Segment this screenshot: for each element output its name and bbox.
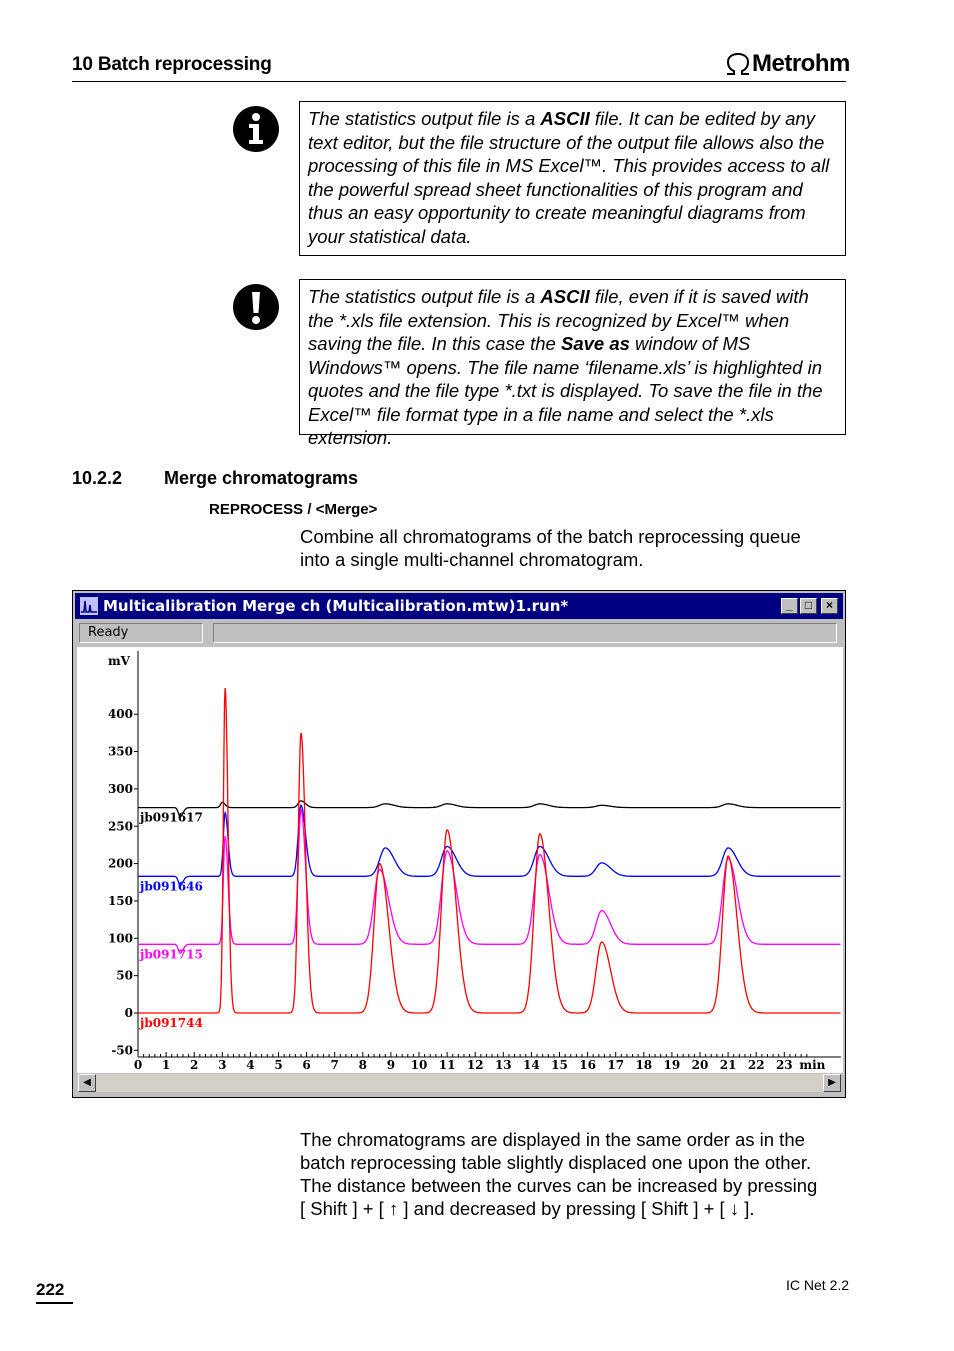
x-tick-label: 22 [747,1058,765,1072]
info-icon [233,106,279,152]
window-titlebar[interactable] [75,593,843,619]
chromatogram-chart [77,647,843,1073]
x-tick-label: 23 [775,1058,793,1072]
y-tick-label: 0 [124,1006,133,1020]
x-tick-label: 17 [607,1058,625,1072]
x-tick-label: 8 [358,1058,367,1072]
x-tick-label: min [799,1058,826,1072]
y-tick-label: 50 [116,968,133,983]
chapter-title: 10 Batch reprocessing [72,54,272,75]
app-icon [80,597,98,615]
y-tick-label: 150 [107,893,133,908]
x-tick-label: 3 [218,1058,227,1072]
note-text: file, even if it is saved with the *.xls file extension. This is recognized by Excel™ when saving the file. In this case the [308,286,809,354]
status-ready: Ready [79,623,203,643]
window-title: Multicalibration Merge ch (Multicalibration.mtw)1.run* [103,597,569,615]
section-title: Merge chromatograms [164,468,359,488]
x-tick-label: 15 [551,1058,568,1072]
section-number: 10.2.2 [72,468,123,488]
metrohm-logo [724,50,850,78]
y-tick-label: 300 [107,781,133,796]
exclamation-icon [233,284,279,330]
y-tick-label: -50 [111,1043,133,1058]
y-tick-label: 350 [107,744,133,759]
info-note [299,101,846,256]
y-tick-label: 400 [107,707,133,722]
y-tick-label: 100 [107,931,133,946]
note-bold: ASCII [540,108,590,129]
note-bold: Save as [560,333,630,354]
x-tick-label: 1 [161,1058,171,1072]
x-tick-label: 11 [438,1058,456,1072]
caption-line: The chromatograms are displayed in the same order as in the [300,1129,805,1150]
horizontal-scrollbar[interactable] [77,1073,843,1093]
caption-line: batch reprocessing table slightly displaced one upon the other. [300,1152,812,1173]
note-text: file. It can be edited by any text editor, but the file structure of the output file allows also the processing of this file in MS Excel™. This provides access to all the powerful spread sheet functionalities of this program and thus an easy opportunity to create meaningful diagrams from your statistical data. [308,108,830,247]
x-tick-label: 2 [190,1058,199,1072]
caption-line: The distance between the curves can be increased by pressing [300,1175,818,1196]
x-tick-label: 16 [579,1058,596,1072]
x-tick-label: 14 [523,1058,540,1072]
omega-icon [724,52,752,76]
series-label: jb091617 [140,810,203,825]
x-tick-label: 4 [246,1058,255,1072]
x-tick-label: 12 [466,1058,484,1072]
note-text: The statistics output file is a [308,286,541,307]
x-tick-label: 20 [691,1058,709,1072]
x-tick-label: 19 [663,1058,681,1072]
series-line-jb091744 [138,688,841,1013]
chromatogram-window [72,590,846,1098]
x-tick-label: 5 [274,1058,283,1072]
series-label: jb091715 [140,947,203,962]
page-number: 222 [36,1280,65,1299]
y-tick-label: 200 [107,856,133,871]
x-tick-label: 18 [635,1058,653,1072]
status-panel [213,623,837,643]
scroll-right-icon[interactable]: ▶ [823,1074,841,1092]
scroll-track[interactable] [96,1074,823,1092]
product-name: IC Net 2.2 [786,1277,850,1293]
x-tick-label: 10 [410,1058,428,1072]
series-line-jb091646 [138,805,841,885]
close-button[interactable]: × [821,598,838,614]
chromatogram-plot[interactable] [77,647,843,1073]
scroll-left-icon[interactable]: ◀ [78,1074,96,1092]
y-axis-label: mV [107,654,130,668]
menu-path: REPROCESS / <Merge> [209,501,378,518]
series-line-jb091617 [138,801,841,817]
minimize-button[interactable]: _ [781,598,798,614]
series-label: jb091646 [140,879,203,894]
x-tick-label: 7 [330,1058,339,1072]
x-tick-label: 13 [494,1058,512,1072]
note-bold: ASCII [540,286,590,307]
header-rule [72,81,846,82]
intro-text: Combine all chromatograms of the batch reprocessing queue into a single multi-channel chromatogram. [300,526,801,571]
note-text: The statistics output file is a [308,108,541,129]
warning-note [299,279,846,448]
series-label: jb091744 [140,1016,203,1030]
note-text: window of MS Windows™ opens. The file name ‘filename.xls’ is highlighted in quotes and the file type *.txt is displayed. To save the file in the Excel™ file format type in a file name and select the *.xls extension. [308,333,823,448]
series-line-jb091715 [138,810,841,953]
x-tick-label: 0 [133,1058,143,1072]
y-tick-label: 250 [107,819,133,834]
caption-line: [ Shift ] + [ ↑ ] and decreased by pressing [ Shift ] + [ ↓ ]. [300,1198,755,1219]
x-tick-label: 9 [386,1058,396,1072]
maximize-button[interactable]: □ [800,598,817,614]
footer-rule [36,1302,73,1304]
x-tick-label: 6 [302,1058,311,1072]
x-tick-label: 21 [719,1058,737,1072]
logo-text: Metrohm [752,50,850,77]
